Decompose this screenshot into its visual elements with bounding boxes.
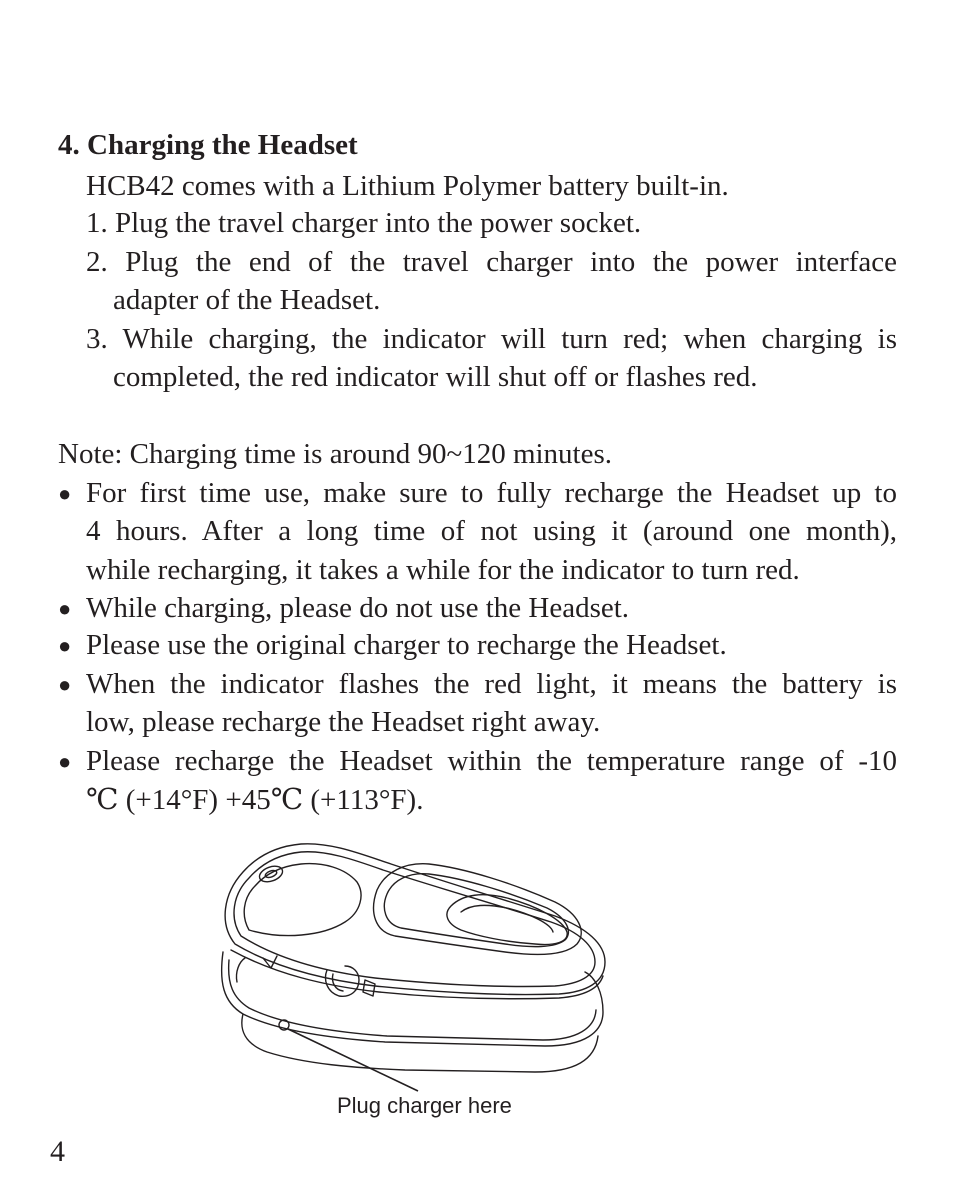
section-title: 4. Charging the Headset	[58, 129, 358, 161]
note-text: Note: Charging time is around 90~120 minutes.	[58, 438, 613, 470]
bullet-1-line-1: For first time use, make sure to fully recharge the Headset up to	[86, 477, 897, 509]
bullet-1-line-3: while recharging, it takes a while for the indicator to turn red.	[86, 554, 800, 586]
bullet-1-line-2: 4 hours. After a long time of not using it (around one month),	[86, 515, 897, 547]
bullet-icon: ●	[58, 596, 72, 621]
bullet-3-line-1: Please use the original charger to recharge the Headset.	[86, 629, 727, 661]
step-3-line-2: completed, the red indicator will shut off or flashes red.	[113, 361, 758, 393]
bullet-5-line-2: ℃ (+14°F) +45℃ (+113°F).	[86, 784, 424, 816]
bullet-icon: ●	[58, 481, 72, 506]
headset-illustration-icon	[215, 832, 615, 1107]
step-2-line-2: adapter of the Headset.	[113, 284, 381, 316]
bullet-5-line-1: Please recharge the Headset within the temperature range of -10	[86, 745, 897, 777]
step-1-line-1: 1. Plug the travel charger into the power socket.	[86, 207, 642, 239]
step-3-line-1: 3. While charging, the indicator will turn red; when charging is	[86, 323, 897, 355]
bullet-icon: ●	[58, 633, 72, 658]
bullet-4-line-1: When the indicator flashes the red light, it means the battery is	[86, 668, 897, 700]
page-number: 4	[50, 1135, 65, 1168]
illustration-caption: Plug charger here	[337, 1093, 512, 1118]
step-2-line-1: 2. Plug the end of the travel charger into the power interface	[86, 246, 897, 278]
bullet-2-line-1: While charging, please do not use the Headset.	[86, 592, 630, 624]
section-intro: HCB42 comes with a Lithium Polymer battery built-in.	[86, 170, 729, 202]
bullet-icon: ●	[58, 672, 72, 697]
bullet-4-line-2: low, please recharge the Headset right away.	[86, 706, 601, 738]
bullet-icon: ●	[58, 749, 72, 774]
